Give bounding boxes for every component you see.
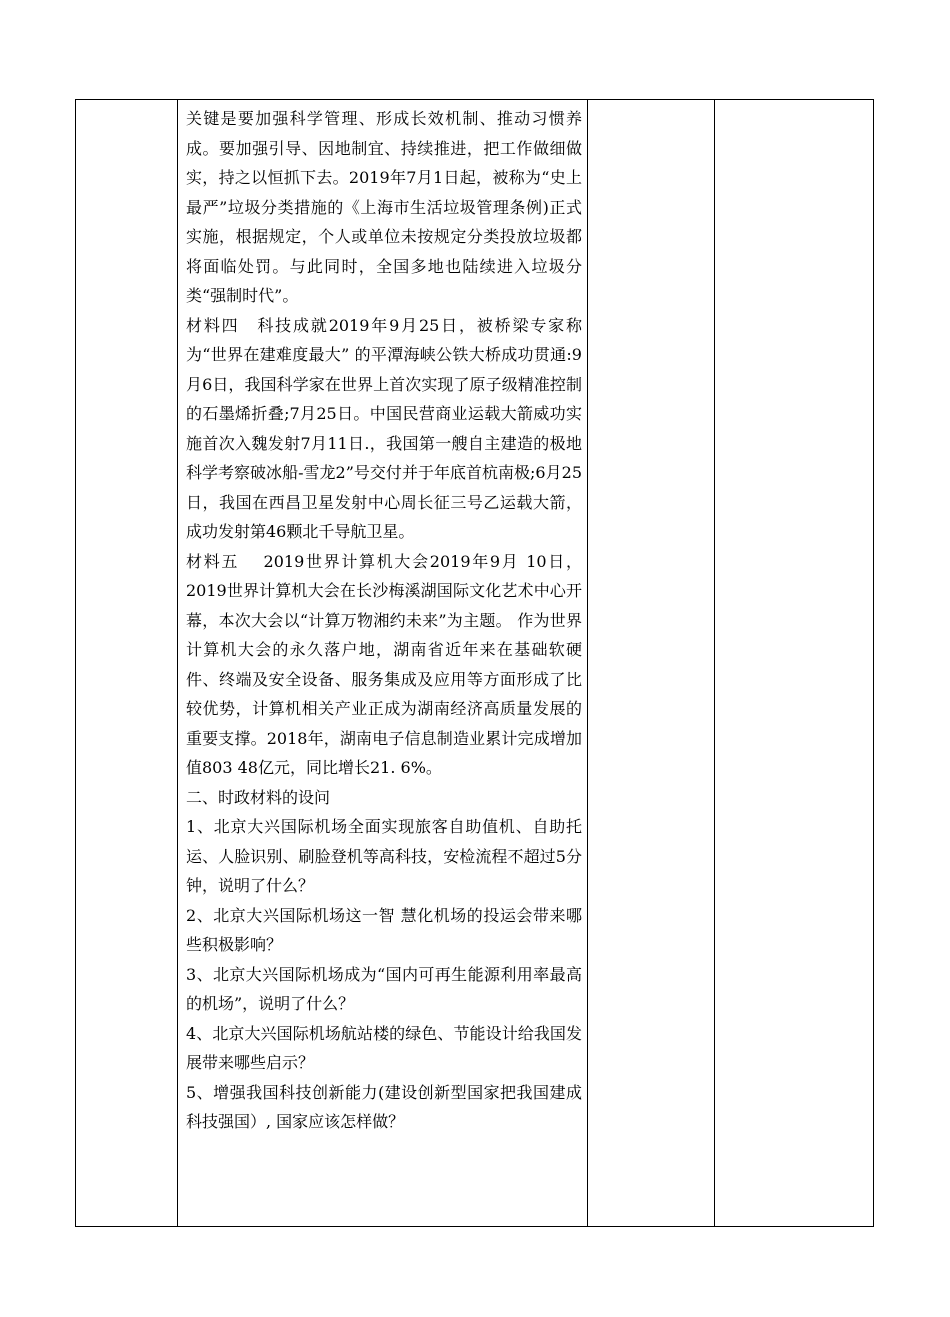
- paragraph-material-five: 材料五 2019世界计算机大会2019年9月 10日，2019世界计算机大会在长沙梅溪湖国际文化艺术中心开幕，本次大会以“计算万物湘约未来”为主题。 作为世界计算机大会的永久落户地，湖南省近年来在基础软硬件、终端及安全设备、服务集成及应用等方面形成了比较优势，计算机相关产业正成为湖南经济高质量发展的重要支撑。2018年，湖南电子信息制造业累计完成增加值803 48亿元，同比增长21. 6%。: [186, 551, 582, 777]
- document-table: [75, 99, 874, 1227]
- question-5: 5、增强我国科技创新能力(建设创新型国家把我国建成科技强国）, 国家应该怎样做？: [186, 1082, 582, 1131]
- column-divider-2: [587, 100, 588, 1226]
- section-heading-questions: 二、时政材料的设问: [186, 787, 331, 807]
- paragraph-garbage-sorting: 关键是要加强科学管理、形成长效机制、推动习惯养成。要加强引导、因地制宜、持续推进，把工作做细做实，持之以恒抓下去。2019年7月1日起，被称为“史上最严”垃圾分类措施的《上海市生活垃圾管理条例)正式实施，根据规定，个人或单位未按规定分类投放垃圾都将面临处罚。与此同时，全国多地也陆续进入垃圾分类“强制时代”。: [186, 109, 582, 305]
- question-2: 2、北京大兴国际机场这一智 慧化机场的投运会带来哪些积极影响？: [186, 905, 582, 954]
- question-3: 3、北京大兴国际机场成为“国内可再生能源利用率最高的机场”，说明了什么？: [186, 964, 582, 1013]
- material-text-cell: [186, 104, 582, 1137]
- paragraph-material-four: 材料四 科技成就2019年9月25日，被桥梁专家称为“世界在建难度最大” 的平潭海峡公铁大桥成功贯通:9月6日，我国科学家在世界上首次实现了原子级精准控制的石墨烯折叠;7月25日。中国民营商业运载大箭威功实施首次入魏发射7月11日.，我国第一艘自主建造的极地科学考察破冰船-雪龙2”号交付并于年底首杭南极;6月25日，我国在西昌卫星发射中心周长征三号乙运载大箭，成功发射第46颗北千导航卫星。: [186, 315, 582, 541]
- column-divider-3: [714, 100, 715, 1226]
- question-1: 1、北京大兴国际机场全面实现旅客自助值机、自助托运、人脸识别、刷脸登机等高科技，安检流程不超过5分钟，说明了什么？: [186, 817, 582, 895]
- column-divider-1: [177, 100, 178, 1226]
- question-4: 4、北京大兴国际机场航站楼的绿色、节能设计给我国发展带来哪些启示？: [186, 1023, 582, 1072]
